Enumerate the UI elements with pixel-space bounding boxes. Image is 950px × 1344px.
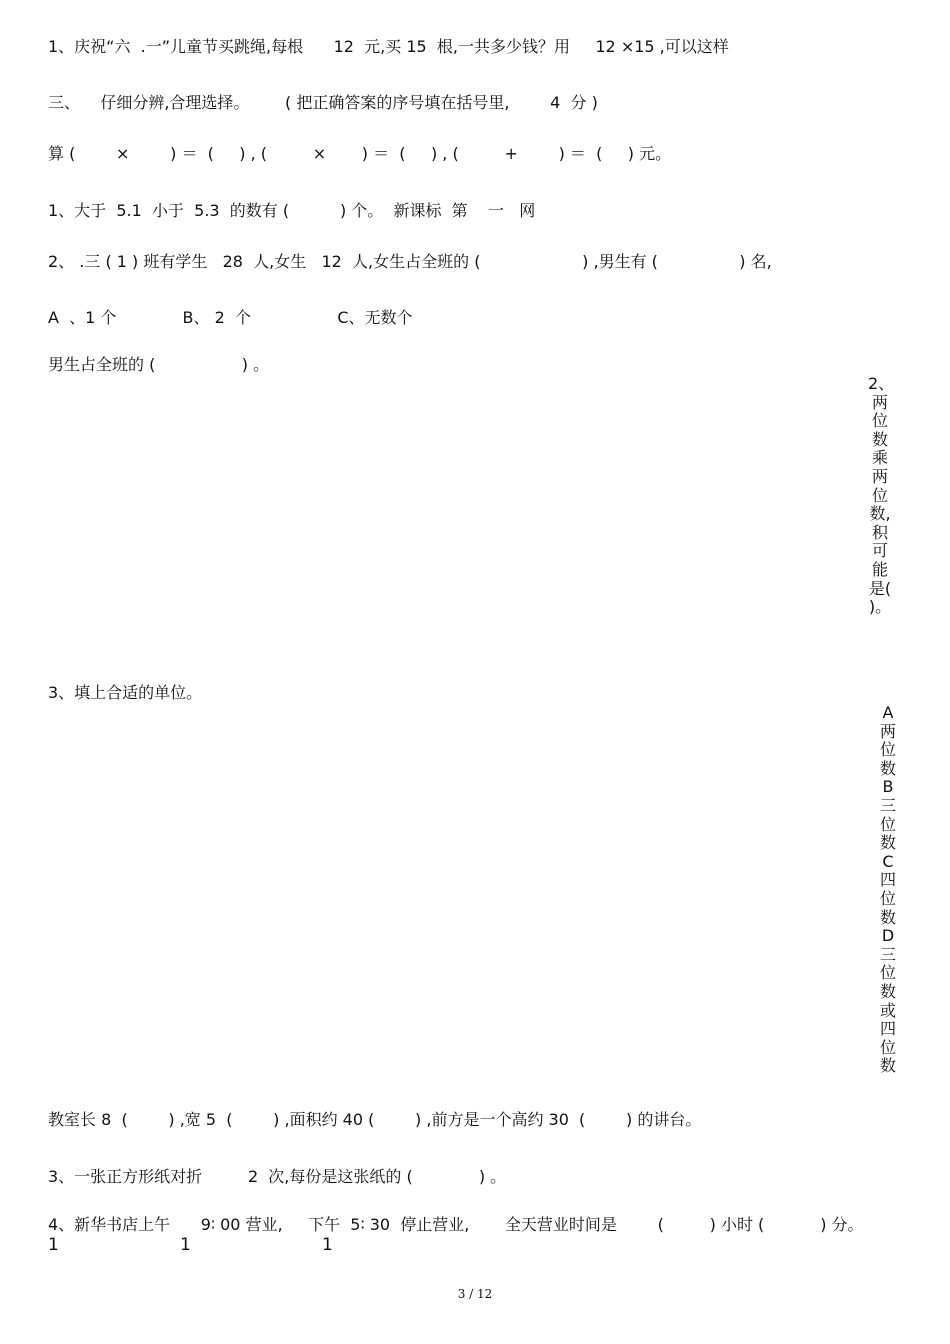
choice-question-1: 1、大于 5.1 小于 5.3 的数有 ( ) 个。 新课标 第 一 网 (48, 201, 536, 220)
side-question-2-options: A两位数B三位数C四位数D三位数或四位数 (879, 703, 896, 1076)
problem-2-text: 2、 .三 ( 1 ) 班有学生 28 人,女生 12 人,女生占全班的 ( ) ,男生有 ( ) 名, (48, 252, 772, 271)
problem-1-text: 1、庆祝“六 .一”儿童节买跳绳,每根 12 元,买 15 根,一共多少钱？用 12 ×15 ,可以这样 (48, 37, 729, 56)
problem-4-bookstore: 4、新华书店上午 9∶ 00 营业, 下午 5∶ 30 停止营业, 全天营业时间是 ( ) 小时 ( ) 分。 (48, 1215, 864, 1234)
fraction-numerator-2: 1 (180, 1235, 191, 1255)
side-question-2: 2、两位数乘两位数,积可能是( )。 (868, 374, 895, 617)
problem-3-paper-fold: 3、一张正方形纸对折 2 次,每份是这张纸的 ( ) 。 (48, 1167, 507, 1186)
fraction-numerator-3: 1 (322, 1235, 333, 1255)
section-3-heading: 三、 仔细分辨,合理选择。 ( 把正确答案的序号填在括号里, 4 分 ) (48, 93, 598, 112)
choice-options-1: A 、1 个 B、 2 个 C、无数个 (48, 308, 413, 327)
fraction-numerator-1: 1 (48, 1235, 59, 1255)
problem-1-formula: 算 ( × ) ＝ ( ) , ( × ) ＝ ( ) , ( + ) ＝ ( ) 元。 (48, 144, 672, 163)
problem-3-heading: 3、填上合适的单位。 (48, 683, 203, 702)
page-number: 3 / 12 (457, 1287, 493, 1301)
problem-3-classroom: 教室长 8 ( ) ,宽 5 ( ) ,面积约 40 ( ) ,前方是一个高约 30 ( ) 的讲台。 (48, 1110, 702, 1129)
problem-2-boys-fraction: 男生占全班的 ( ) 。 (48, 355, 270, 374)
